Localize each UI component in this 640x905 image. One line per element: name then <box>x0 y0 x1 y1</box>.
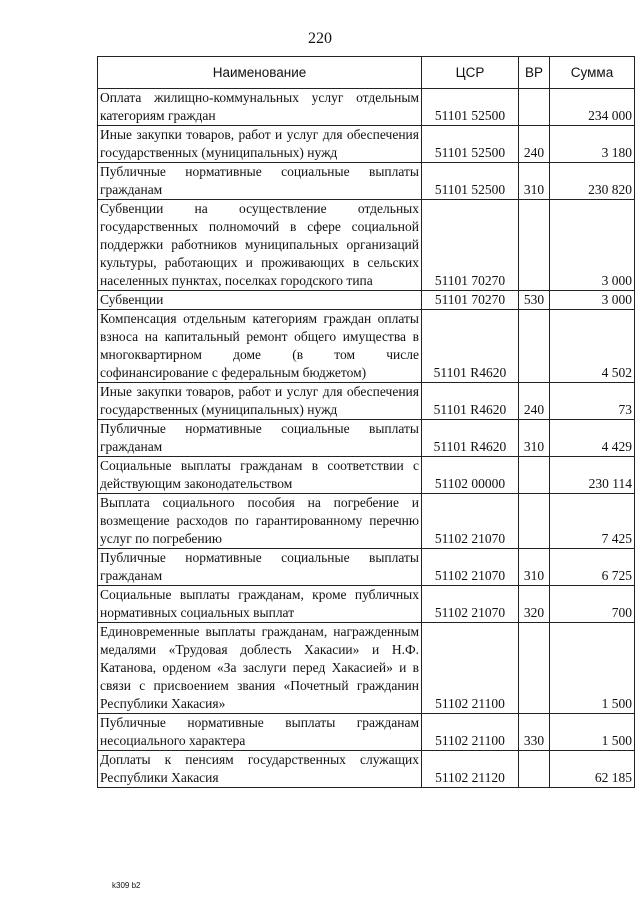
row-code: 51101 52500 <box>422 163 519 200</box>
table-row <box>98 310 635 383</box>
row-name: Выплата социального пособия на погребение и возмещение расходов по гарантированному перечню услуг по погребению <box>98 494 422 549</box>
row-vr: 310 <box>519 420 550 457</box>
table-row <box>98 163 635 200</box>
row-sum: 1 500 <box>550 714 635 751</box>
table-row <box>98 291 635 310</box>
table-row <box>98 420 635 457</box>
row-name: Компенсация отдельным категориям граждан оплаты взноса на капитальный ремонт общего имущества в многоквартирном доме (в том числе софинансирование с федеральным бюджетом) <box>98 310 422 383</box>
header-name: Наименование <box>98 57 422 89</box>
row-code: 51102 21100 <box>422 714 519 751</box>
row-sum: 3 000 <box>550 291 635 310</box>
row-sum: 700 <box>550 586 635 623</box>
row-code: 51102 21070 <box>422 586 519 623</box>
page-number: 220 <box>308 30 332 47</box>
row-vr: 240 <box>519 383 550 420</box>
row-name: Доплаты к пенсиям государственных служащих Республики Хакасия <box>98 751 422 788</box>
table-row <box>98 751 635 788</box>
row-vr <box>519 200 550 291</box>
row-name: Публичные нормативные выплаты гражданам несоциального характера <box>98 714 422 751</box>
row-code: 51102 21100 <box>422 623 519 714</box>
row-name: Единовременные выплаты гражданам, награжденным медалями «Трудовая доблесть Хакасии» и Н.Ф. Катанова, орденом «За заслуги перед Хакасией» и в связи с присвоением звания «Почетный гражданин Республики Хакасия» <box>98 623 422 714</box>
table-row <box>98 383 635 420</box>
row-code: 51101 70270 <box>422 291 519 310</box>
row-sum: 3 180 <box>550 126 635 163</box>
row-code: 51102 21070 <box>422 494 519 549</box>
table-row <box>98 623 635 714</box>
row-name: Социальные выплаты гражданам в соответствии с действующим законодательством <box>98 457 422 494</box>
row-vr <box>519 623 550 714</box>
header-code: ЦСР <box>422 57 519 89</box>
row-code: 51102 21120 <box>422 751 519 788</box>
header-vr: ВР <box>519 57 550 89</box>
row-name: Публичные нормативные социальные выплаты гражданам <box>98 163 422 200</box>
row-sum: 1 500 <box>550 623 635 714</box>
row-vr <box>519 751 550 788</box>
row-vr: 530 <box>519 291 550 310</box>
row-code: 51101 52500 <box>422 126 519 163</box>
table-row <box>98 494 635 549</box>
row-name: Субвенции <box>98 291 422 310</box>
table-row <box>98 200 635 291</box>
row-name: Публичные нормативные социальные выплаты гражданам <box>98 549 422 586</box>
row-vr <box>519 89 550 126</box>
table-row <box>98 586 635 623</box>
row-code: 51102 00000 <box>422 457 519 494</box>
header-sum: Сумма <box>550 57 635 89</box>
row-sum: 4 429 <box>550 420 635 457</box>
footer-code: k309 b2 <box>112 881 141 890</box>
row-code: 51101 R4620 <box>422 310 519 383</box>
row-name: Социальные выплаты гражданам, кроме публичных нормативных социальных выплат <box>98 586 422 623</box>
row-vr <box>519 310 550 383</box>
row-vr <box>519 457 550 494</box>
row-vr: 320 <box>519 586 550 623</box>
budget-table <box>97 56 635 788</box>
row-sum: 4 502 <box>550 310 635 383</box>
row-code: 51101 70270 <box>422 200 519 291</box>
row-sum: 3 000 <box>550 200 635 291</box>
row-name: Оплата жилищно-коммунальных услуг отдельным категориям граждан <box>98 89 422 126</box>
row-sum: 7 425 <box>550 494 635 549</box>
row-name: Субвенции на осуществление отдельных государственных полномочий в сфере социальной поддержки работников муниципальных организаций культуры, работающих и проживающих в сельских населенных пунктах, поселках городского типа <box>98 200 422 291</box>
row-vr: 310 <box>519 163 550 200</box>
row-vr: 240 <box>519 126 550 163</box>
row-sum: 234 000 <box>550 89 635 126</box>
row-vr <box>519 494 550 549</box>
row-vr: 310 <box>519 549 550 586</box>
row-sum: 73 <box>550 383 635 420</box>
table-row <box>98 714 635 751</box>
row-code: 51102 21070 <box>422 549 519 586</box>
row-name: Иные закупки товаров, работ и услуг для обеспечения государственных (муниципальных) нужд <box>98 126 422 163</box>
row-code: 51101 52500 <box>422 89 519 126</box>
row-sum: 62 185 <box>550 751 635 788</box>
row-code: 51101 R4620 <box>422 420 519 457</box>
row-name: Иные закупки товаров, работ и услуг для обеспечения государственных (муниципальных) нужд <box>98 383 422 420</box>
table-row <box>98 549 635 586</box>
table-row <box>98 457 635 494</box>
row-sum: 6 725 <box>550 549 635 586</box>
table-row <box>98 126 635 163</box>
row-vr: 330 <box>519 714 550 751</box>
row-name: Публичные нормативные социальные выплаты гражданам <box>98 420 422 457</box>
row-sum: 230 820 <box>550 163 635 200</box>
row-code: 51101 R4620 <box>422 383 519 420</box>
table-header-row <box>98 57 635 89</box>
table-row <box>98 89 635 126</box>
row-sum: 230 114 <box>550 457 635 494</box>
